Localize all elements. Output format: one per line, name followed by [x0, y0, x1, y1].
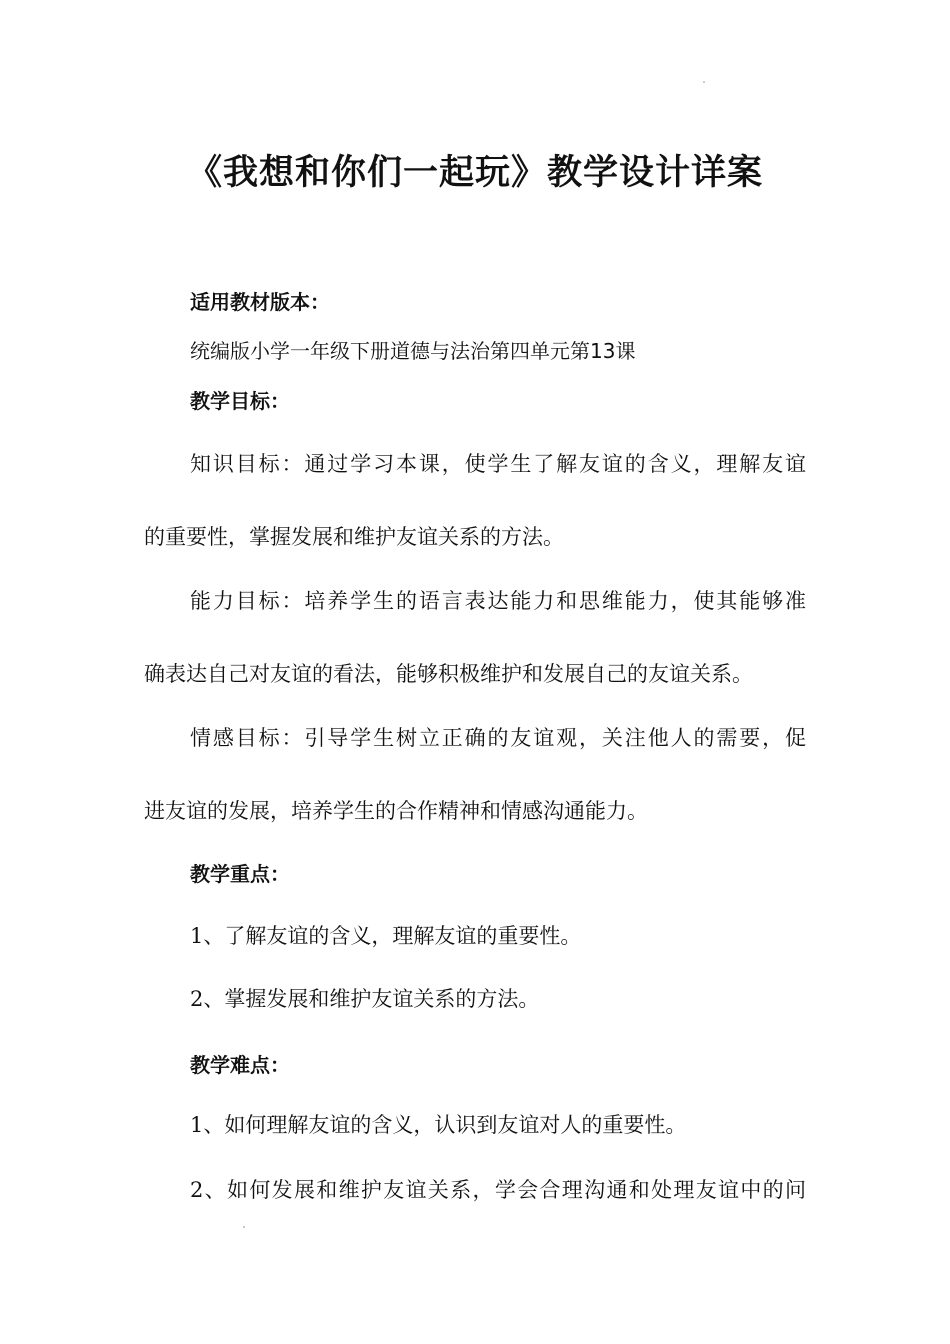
textbook-heading: 适用教材版本：: [190, 290, 330, 314]
objective-ability-line2: 确表达自己对友谊的看法，能够积极维护和发展自己的友谊关系。: [144, 662, 753, 686]
scan-mark: [703, 81, 705, 83]
objectives-heading: 教学目标：: [190, 389, 290, 413]
objective-emotion-line2: 进友谊的发展，培养学生的合作精神和情感沟通能力。: [144, 799, 648, 823]
difficulties-heading: 教学难点：: [190, 1053, 290, 1077]
key-points-heading: 教学重点：: [190, 862, 290, 886]
key-point-item: 2、掌握发展和维护友谊关系的方法。: [190, 987, 540, 1011]
objective-ability-line1: 能力目标：培养学生的语言表达能力和思维能力，使其能够准: [190, 589, 806, 613]
key-point-item: 1、了解友谊的含义，理解友谊的重要性。: [190, 924, 582, 948]
page-title: 《我想和你们一起玩》教学设计详案: [186, 153, 763, 193]
objective-emotion-line1: 情感目标：引导学生树立正确的友谊观，关注他人的需要，促: [190, 726, 806, 750]
scan-mark: [243, 1226, 245, 1228]
difficulty-item: 1、如何理解友谊的含义，认识到友谊对人的重要性。: [190, 1113, 687, 1137]
objective-knowledge-line2: 的重要性，掌握发展和维护友谊关系的方法。: [144, 525, 564, 549]
difficulty-item: 2、如何发展和维护友谊关系，学会合理沟通和处理友谊中的问: [190, 1178, 806, 1202]
textbook-value: 统编版小学一年级下册道德与法治第四单元第13课: [190, 339, 636, 363]
objective-knowledge-line1: 知识目标：通过学习本课，使学生了解友谊的含义，理解友谊: [190, 452, 806, 476]
